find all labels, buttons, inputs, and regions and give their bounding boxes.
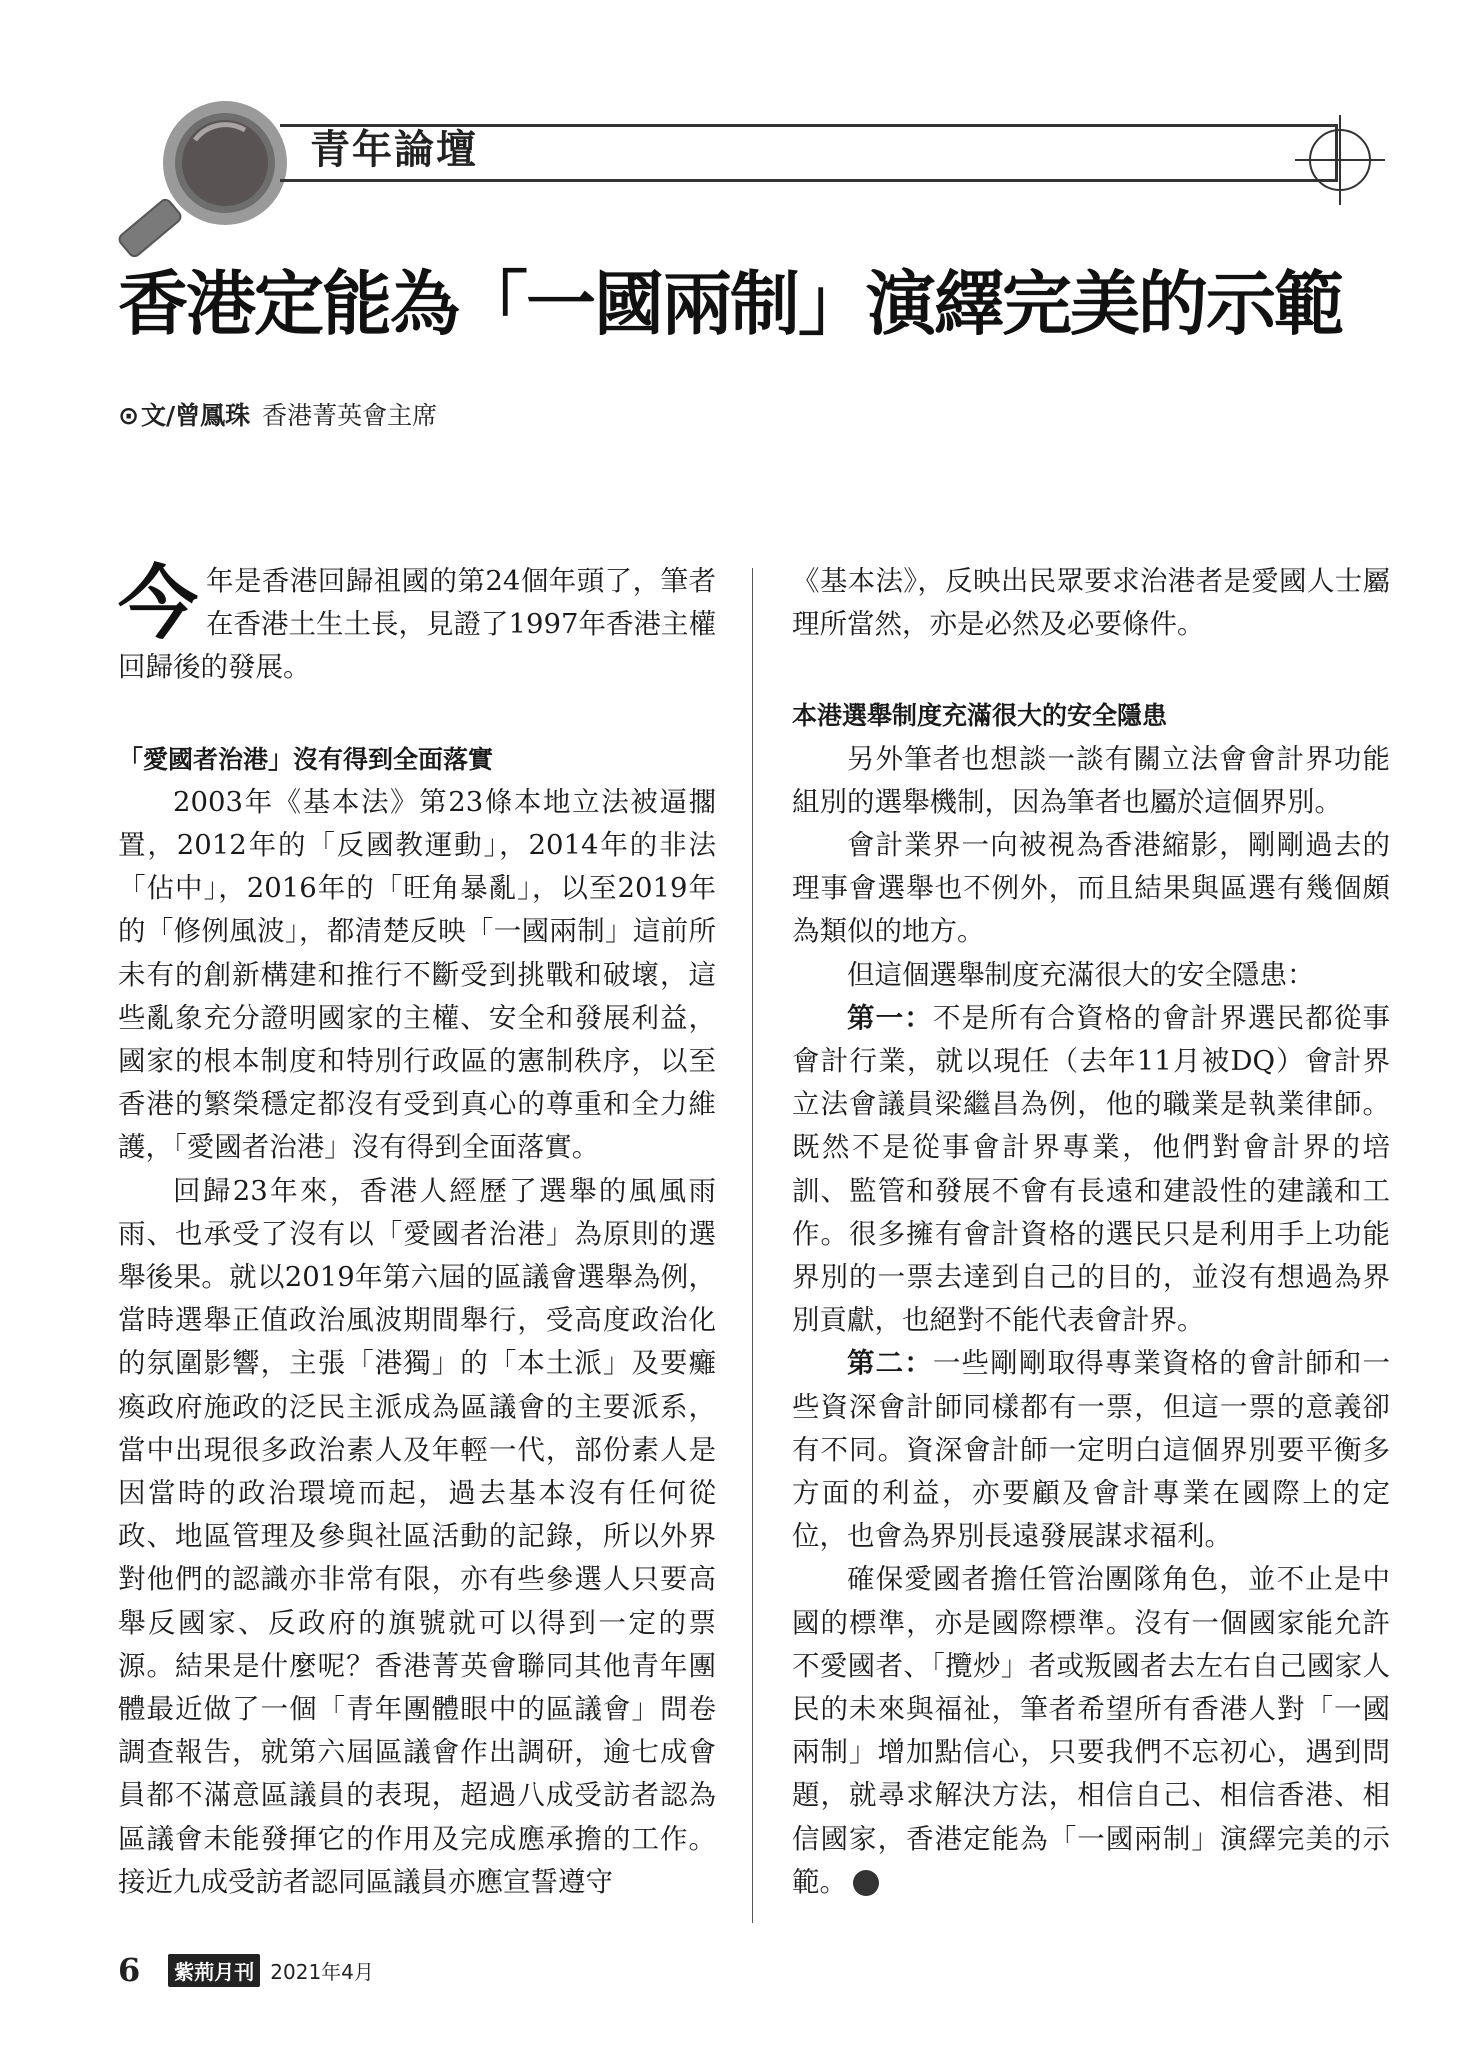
right-column: [792, 560, 1390, 1904]
byline: [118, 398, 437, 434]
body-paragraph: 會計業界一向被視為香港縮影，剛剛過去的理事會選舉也不例外，而且結果與區選有幾個頗為類似的地方。: [792, 829, 1390, 948]
left-column: [118, 557, 716, 1904]
point-one-label: 第一：: [847, 1001, 933, 1034]
body-paragraph: 《基本法》，反映出民眾要求治港者是愛國人士屬理所當然，亦是必然及必要條件。: [792, 565, 1390, 641]
body-paragraph: 回歸23年來，香港人經歷了選舉的風風雨雨、也承受了沒有以「愛國者治港」為原則的選舉後果。就以2019年第六屆的區議會選舉為例，當時選舉正值政治風波期間舉行，受高度政治化的氛圍影響，主張「港獨」的「本土派」及要癱瘓政府施政的泛民主派成為區議會的主要派系，當中出現很多政治素人及年輕一代，部份素人是因當時的政治環境而起，過去基本沒有任何從政、地區管理及參與社區活動的記錄，所以外界對他們的認識亦非常有限，亦有些參選人只要高舉反國家、反政府的旗號就可以得到一定的票源。結果是什麼呢？香港菁英會聯同其他青年團體最近做了一個「青年團體眼中的區議會」問卷調查報告，就第六屆區議會作出調研，逾七成會員都不滿意區議員的表現，超過八成受訪者認為區議會未能發揮它的作用及完成應承擔的工作。接近九成受訪者認同區議員亦應宣誓遵守: [118, 1174, 716, 1898]
magazine-logo: 紫荊月刊: [168, 1954, 260, 1987]
closing-text: 確保愛國者擔任管治團隊角色，並不止是中國的標準，亦是國際標準。沒有一個國家能允許不愛國者、「攬炒」者或叛國者去左右自己國家人民的未來與福祉，筆者希望所有香港人對「一國兩制」增加點信心，只要我們不忘初心，遇到問題，就尋求解決方法，相信自己、相信香港、相信國家，香港定能為「一國兩制」演繹完美的示範。: [792, 1563, 1390, 1898]
point-two-label: 第二：: [847, 1347, 933, 1380]
body-paragraph: [792, 1342, 1390, 1558]
intro-text: 年是香港回歸祖國的第24個年頭了，筆者在香港土生土長，見證了1997年香港主權回歸後的發展。: [118, 565, 716, 684]
body-paragraph: 另外筆者也想談一談有關立法會會計界功能組別的選舉機制，因為筆者也屬於這個界別。: [792, 742, 1390, 818]
drop-cap: 今: [118, 557, 198, 650]
section-title: 青年論壇: [310, 127, 478, 173]
byline-author: 文/曾鳳珠: [140, 401, 251, 430]
byline-role: 香港菁英會主席: [262, 401, 438, 430]
end-mark-icon: 紫: [853, 1870, 879, 1896]
body-paragraph: 但這個選舉制度充滿很大的安全隱患：: [847, 958, 1315, 991]
point-one-text: 不是所有合資格的會計界選民都從事會計行業，就以現任（去年11月被DQ）會計界立法會議員梁繼昌為例，他的職業是執業律師。既然不是從事會計界專業，他們對會計界的培訓、監管和發展不會有長遠和建設性的建議和工作。很多擁有會計資格的選民只是利用手上功能界別的一票去達到自己的目的，並沒有想過為界別貢獻，也絕對不能代表會計界。: [792, 1001, 1391, 1337]
page-number: 6: [118, 1951, 141, 1989]
body-paragraph: [792, 1558, 1390, 1904]
byline-mark: ⊙: [118, 401, 139, 430]
crosshair-icon: [1295, 115, 1385, 205]
point-two-text: 一些剛剛取得專業資格的會計師和一些資深會計師同樣都有一票，但這一票的意義卻有不同。資深會計師一定明白這個界別要平衡多方面的利益，亦要顧及會計專業在國際上的定位，也會為界別長遠發展謀求福利。: [792, 1347, 1391, 1553]
body-paragraph: [792, 997, 1390, 1343]
body-paragraph: 2003年《基本法》第23條本地立法被逼擱置，2012年的「反國教運動」，2014年的非法「佔中」，2016年的「旺角暴亂」，以至2019年的「修例風波」，都清楚反映「一國兩制」這前所未有的創新構建和推行不斷受到挑戰和破壞，這些亂象充分證明國家的主權、安全和發展利益，國家的根本制度和特別行政區的憲制秩序，以至香港的繁榮穩定都沒有受到真心的尊重和全力維護，「愛國者治港」沒有得到全面落實。: [118, 785, 716, 1164]
issue-date: 2021年4月: [270, 1959, 374, 1984]
article-headline: 香港定能為「一國兩制」演繹完美的示範: [118, 263, 1342, 345]
subheading-patriots: 「愛國者治港」沒有得到全面落實: [118, 744, 494, 774]
subheading-election-risk: 本港選舉制度充滿很大的安全隱患: [792, 701, 1168, 731]
intro-paragraph: [118, 557, 716, 690]
column-divider: [752, 568, 753, 1923]
page-footer: [118, 1948, 374, 1992]
